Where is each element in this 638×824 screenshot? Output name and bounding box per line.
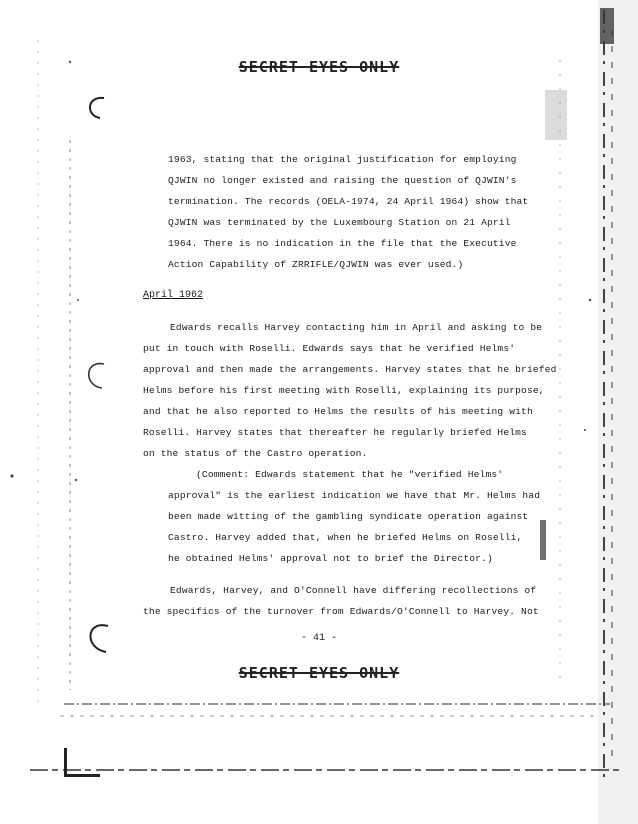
text-line: Helms before his first meeting with Roselli, explaining its purpose, <box>143 385 545 396</box>
text-line: approval and then made the arrangements. Harvey states that he briefed <box>143 364 557 375</box>
text-line: Edwards recalls Harvey contacting him in April and asking to be <box>170 322 543 333</box>
punch-hole-top <box>90 98 104 118</box>
comment-line: approval" is the earliest indication we have that Mr. Helms had <box>168 490 541 501</box>
text-line: put in touch with Roselli. Edwards says that he verified Helms' <box>143 343 516 354</box>
bottom-left-bracket <box>64 748 67 776</box>
text-line: termination. The records (OELA-1974, 24 April 1964) show that <box>168 196 529 207</box>
comment-line: he obtained Helms' approval not to brief the Director.) <box>168 553 493 564</box>
bottom-left-bracket-foot <box>64 774 100 777</box>
bottom-classification-stamp: SECRET EYES ONLY <box>238 664 400 682</box>
text-line: 1964. There is no indication in the file that the Executive <box>168 238 517 249</box>
right-edge-blob-2 <box>545 90 567 140</box>
text-line: QJWIN was terminated by the Luxembourg Station on 21 April <box>168 217 511 228</box>
text-line: and that he also reported to Helms the results of his meeting with <box>143 406 533 417</box>
top-classification-stamp: SECRET EYES ONLY <box>238 58 400 76</box>
punch-hole-middle <box>89 364 104 388</box>
comment-line: been made witting of the gambling syndicate operation against <box>168 511 529 522</box>
comment-line: Castro. Harvey added that, when he briefed Helms on Roselli, <box>168 532 523 543</box>
page-number: - 41 - <box>300 633 337 644</box>
text-line: QJWIN no longer existed and raising the question of QJWIN's <box>168 175 517 186</box>
text-line: Action Capability of ZRRIFLE/QJWIN was ever used.) <box>168 259 464 270</box>
text-line: Roselli. Harvey states that thereafter he regularly briefed Helms <box>143 427 527 438</box>
text-line: the specifics of the turnover from Edwards/O'Connell to Harvey. Not <box>143 606 539 617</box>
section-heading: April 1962 <box>143 290 204 301</box>
comment-line: (Comment: Edwards statement that he "verified Helms' <box>196 469 504 480</box>
right-edge-blob <box>600 8 614 44</box>
text-line: Edwards, Harvey, and O'Connell have differing recollections of <box>170 585 537 596</box>
text-line: 1963, stating that the original justification for employing <box>168 154 517 165</box>
right-edge-blob-3 <box>540 520 546 560</box>
text-line: on the status of the Castro operation. <box>143 448 368 459</box>
